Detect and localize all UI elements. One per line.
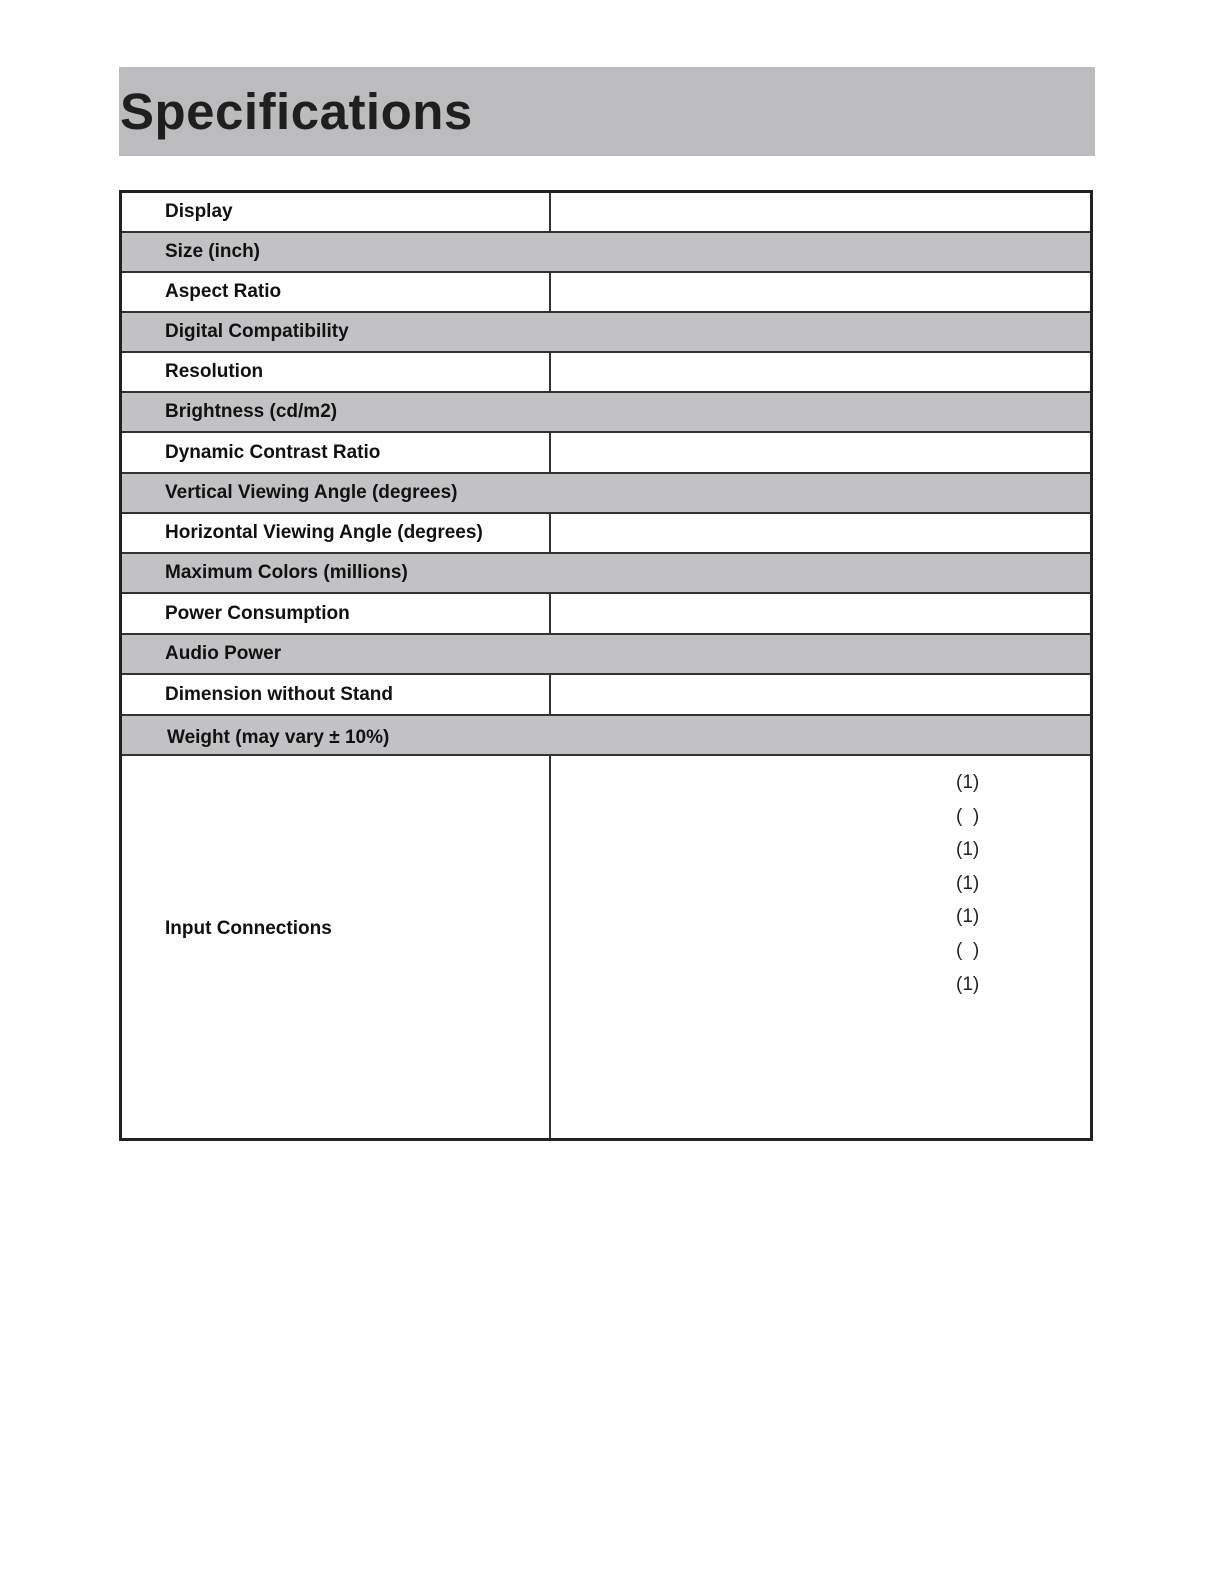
spec-row-brightness	[122, 393, 1090, 433]
spec-row-horizontal-viewing-angle	[122, 514, 1090, 554]
spec-label: Audio Power	[165, 643, 282, 664]
spec-label: Horizontal Viewing Angle (degrees)	[165, 522, 483, 543]
spec-label: Size (inch)	[165, 241, 261, 262]
spec-row-audio-power	[122, 635, 1090, 675]
spec-row-weight	[122, 716, 1090, 756]
connection-count: (1)	[956, 973, 980, 995]
spec-row-dynamic-contrast-ratio	[122, 434, 1090, 474]
spec-row-maximum-colors	[122, 554, 1090, 594]
connection-count: (1)	[956, 839, 980, 861]
spec-label: Power Consumption	[165, 603, 350, 624]
spec-label: Weight (may vary ± 10%)	[167, 727, 390, 748]
specifications-table	[119, 190, 1093, 1141]
spec-label: Resolution	[165, 361, 264, 382]
connection-count: (1)	[956, 872, 980, 894]
page-title: Specifications	[120, 83, 473, 140]
spec-row-vertical-viewing-angle	[122, 474, 1090, 514]
spec-row-dimension-without-stand	[122, 676, 1090, 716]
spec-label: Dynamic Contrast Ratio	[165, 442, 381, 463]
spec-row-power-consumption	[122, 595, 1090, 635]
connection-count: (1)	[956, 906, 980, 928]
spec-label: Digital Compatibility	[165, 321, 349, 342]
connection-count: ( )	[956, 805, 980, 827]
spec-label: Dimension without Stand	[165, 684, 393, 705]
spec-row-aspect-ratio	[122, 273, 1090, 313]
spec-label: Maximum Colors (millions)	[165, 562, 408, 583]
spec-label: Vertical Viewing Angle (degrees)	[165, 482, 458, 503]
spec-label: Display	[165, 201, 233, 222]
title-bar	[119, 67, 1095, 156]
spec-row-digital-compatibility	[122, 313, 1090, 353]
input-connections-label: Input Connections	[165, 918, 332, 939]
input-connections-list	[956, 766, 979, 1001]
spec-row-resolution	[122, 353, 1090, 393]
spec-row-size	[122, 233, 1090, 273]
spec-row-input-connections	[122, 756, 1090, 1138]
spec-label: Brightness (cd/m2)	[165, 401, 338, 422]
spec-row-display	[122, 193, 1090, 233]
connection-count: (1)	[956, 772, 980, 793]
spec-label: Aspect Ratio	[165, 281, 282, 302]
connection-count: ( )	[956, 939, 980, 961]
